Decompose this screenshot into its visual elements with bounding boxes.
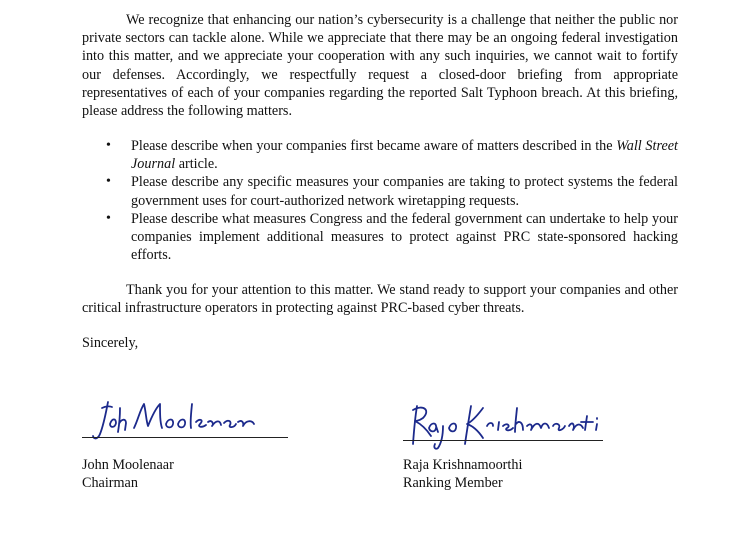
bullet-icon: • (106, 174, 111, 190)
signatory-title: Ranking Member (403, 474, 503, 491)
list-item (82, 173, 678, 209)
signatory-chairman (82, 457, 174, 492)
list-item-text: Please describe what measures Congress and the federal government can undertake to help your companies implement additional measures to protect against PRC state-sponsored hacking efforts. (131, 210, 678, 264)
list-item-text: Please describe when your companies first became aware of matters described in the (131, 138, 617, 154)
paragraph-request: We recognize that enhancing our nation’s cybersecurity is a challenge that neither the public nor private sectors can tackle alone. While we appreciate that there may be an ongoing federal investigation into this matter, and we appreciate your cooperation with any such inquiries, we cannot wait to fortify our defenses. Accordingly, we respectfully request a closed-door briefing from appropriate representatives of each of your companies regarding the reported Salt Typhoon breach. At this briefing, please address the following matters. (82, 12, 678, 120)
publication-title: Wall Street Journal (131, 138, 678, 173)
signatory-title: Chairman (82, 474, 138, 491)
list-item-text-end: article. (175, 156, 218, 173)
signatory-name: John Moolenaar (82, 457, 174, 473)
matters-list (82, 137, 678, 264)
signature-line (403, 440, 603, 441)
bullet-icon: • (106, 138, 111, 153)
paragraph-thanks: Thank you for your attention to this matter. We stand ready to support your companies and other critical infrastructure operators in protecting against PRC-based cyber threats. (82, 282, 678, 317)
closing: Sincerely, (82, 335, 139, 351)
signatory-name: Raja Krishnamoorthi (403, 457, 523, 473)
signature-raja-krishnamoorthi (403, 400, 603, 452)
list-item (82, 137, 678, 173)
list-item-text: Please describe any specific measures your companies are taking to protect systems the federal government uses for court-authorized network wiretapping requests. (131, 174, 678, 209)
list-item (82, 210, 678, 265)
signature-line (82, 437, 288, 438)
handwritten-signature-icon (403, 400, 603, 452)
bullet-icon: • (106, 210, 111, 226)
signatory-ranking-member (403, 457, 522, 492)
